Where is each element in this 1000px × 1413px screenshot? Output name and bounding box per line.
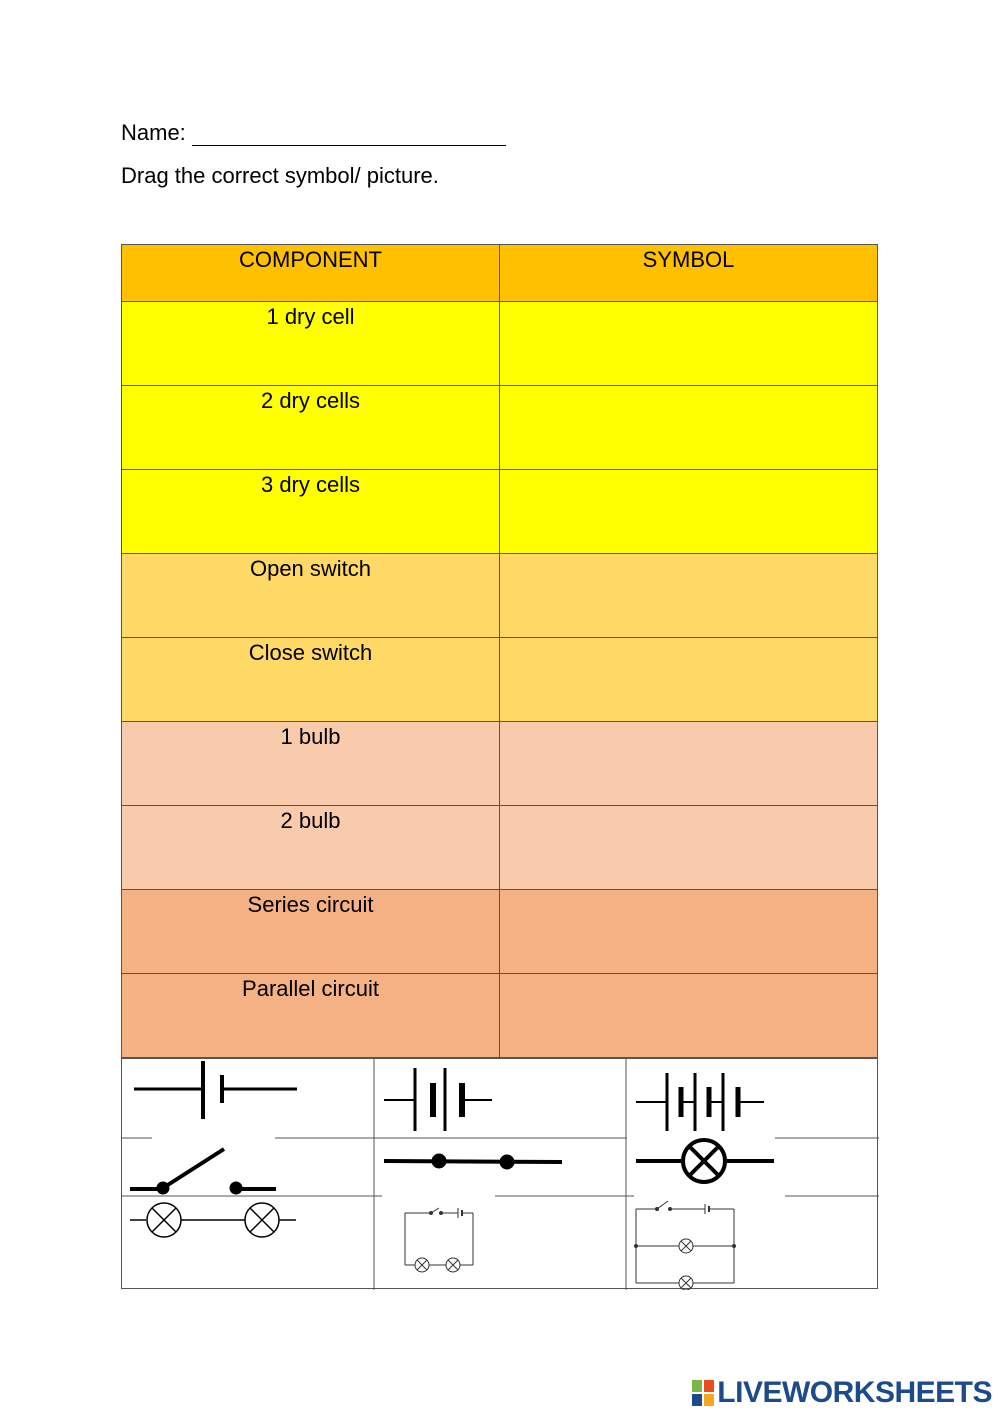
symbol-drop-zone[interactable] xyxy=(500,470,878,554)
table-row xyxy=(122,722,878,806)
table-row xyxy=(122,974,878,1058)
column-header-component: COMPONENT xyxy=(122,245,500,302)
2-bulb-symbol[interactable] xyxy=(128,1199,298,1241)
close-switch-symbol[interactable] xyxy=(382,1149,567,1175)
instruction-text: Drag the correct symbol/ picture. xyxy=(121,163,439,188)
name-label: Name: xyxy=(121,120,186,145)
component-label: Parallel circuit xyxy=(122,974,500,1058)
symbol-drop-zone[interactable] xyxy=(500,302,878,386)
liveworksheets-badge-icon xyxy=(691,1379,715,1407)
symbol-drop-zone[interactable] xyxy=(500,806,878,890)
table-row xyxy=(122,638,878,722)
2-dry-cells-symbol[interactable] xyxy=(382,1065,497,1133)
series-circuit-symbol[interactable] xyxy=(402,1201,477,1276)
component-label: 2 bulb xyxy=(122,806,500,890)
symbol-drop-zone[interactable] xyxy=(500,974,878,1058)
table-row xyxy=(122,302,878,386)
symbol-drop-zone[interactable] xyxy=(500,386,878,470)
column-header-symbol: SYMBOL xyxy=(500,245,878,302)
symbol-drop-zone[interactable] xyxy=(500,554,878,638)
component-label: Series circuit xyxy=(122,890,500,974)
component-label: 1 dry cell xyxy=(122,302,500,386)
table-row xyxy=(122,554,878,638)
component-label: 1 bulb xyxy=(122,722,500,806)
name-field xyxy=(121,120,506,146)
liveworksheets-logo xyxy=(691,1376,992,1410)
table-row xyxy=(122,386,878,470)
symbol-bank xyxy=(121,1058,878,1289)
symbol-drop-zone[interactable] xyxy=(500,890,878,974)
table-row xyxy=(122,470,878,554)
component-label: 2 dry cells xyxy=(122,386,500,470)
3-dry-cells-symbol[interactable] xyxy=(634,1071,769,1135)
table-row xyxy=(122,806,878,890)
name-blank-line xyxy=(192,123,506,146)
symbol-drop-zone[interactable] xyxy=(500,722,878,806)
table-row xyxy=(122,890,878,974)
open-switch-symbol[interactable] xyxy=(128,1144,278,1199)
component-symbol-table xyxy=(121,244,878,1058)
component-label: 3 dry cells xyxy=(122,470,500,554)
parallel-circuit-symbol[interactable] xyxy=(632,1195,742,1290)
symbol-drop-zone[interactable] xyxy=(500,638,878,722)
component-label: Close switch xyxy=(122,638,500,722)
1-dry-cell-symbol[interactable] xyxy=(132,1059,302,1121)
logo-text: LIVEWORKSHEETS xyxy=(717,1376,992,1409)
1-bulb-symbol[interactable] xyxy=(634,1137,779,1185)
component-label: Open switch xyxy=(122,554,500,638)
